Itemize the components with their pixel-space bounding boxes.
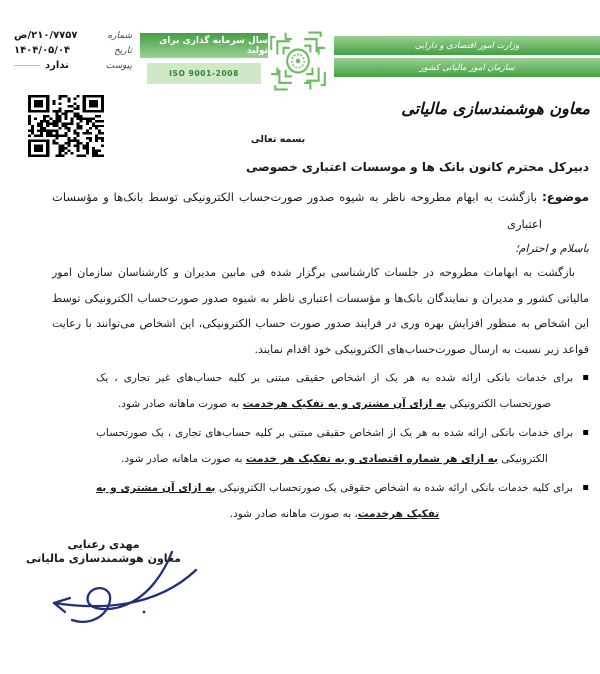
letter-date-row: [14, 45, 132, 56]
rules-list: [96, 365, 589, 527]
rule-item-2: [96, 420, 589, 472]
subject-line: [12, 184, 589, 238]
letter-number-label: شماره: [107, 31, 132, 41]
letter-number-row: [14, 30, 132, 41]
rule-2-post: به صورت ماهانه صادر شود.: [121, 453, 246, 465]
subject-text: بازگشت به ابهام مطروحه ناظر به شیوه صدور صورت‌حساب الکترونیکی توسط بانک‌ها و مؤسسات اعتباری: [52, 190, 542, 231]
letter-attachment-row: [14, 60, 132, 71]
iso-banner: ISO 9001-2008: [147, 63, 261, 84]
rule-1-post: به صورت ماهانه صادر شود.: [117, 398, 243, 410]
organization-banner: سازمان امور مالیاتی کشور: [334, 58, 600, 77]
letter-body: [12, 160, 589, 530]
qr-code: [28, 95, 104, 157]
letter-number-value: ۲۱۰/۷۷۵۷/ص: [14, 30, 78, 41]
signer-title: معاون هوشمندسازی مالیاتی: [26, 552, 181, 565]
rule-3-emphasis: به ازای آن مشتری و به تفکیک هرخدمت: [96, 482, 440, 520]
besmeleh: بسمه تعالی: [250, 134, 306, 145]
rule-item-1: [96, 365, 589, 417]
department-title: معاون هوشمندسازی مالیاتی: [401, 99, 590, 118]
rule-item-3: [96, 475, 589, 527]
body-paragraph: بازگشت به ابهامات مطروحه در جلسات کارشناسی برگزار شده فی مابین مدیران و کارشناسان سازمان امور مالیاتی کشور و مدیران و نمایندگان بانک‌ها و مؤسسات اعتباری ناظر به شیوه صدور صورت‌حساب الکترونیکی توسط این اشخاص به منظور افزایش بهره وری در فرایند صدور صورت حساب الکترونیکی، این اشخاص می‌توانند با رعایت قواعد زیر نسبت به ارسال صورت‌حساب‌های الکترونیکی خود اقدام نمایند.: [52, 266, 589, 356]
subject-label: موضوع:: [541, 190, 590, 204]
rule-3-pre: برای کلیه خدمات بانکی ارائه شده به اشخاص حقوقی یک صورتحساب الکترونیکی: [215, 482, 573, 494]
letter-attachment-value: ندارد: [14, 60, 100, 71]
rule-1-pre: برای خدمات بانکی ارائه شده به هر یک از اشخاص حقیقی مبتنی بر کلیه حساب‌های غیر تجاری ، یک صورتحساب الکترونیکی: [96, 372, 573, 410]
rule-2-emphasis: به ازای هر شماره اقتصادی و به تفکیک هر خدمت: [245, 453, 498, 465]
letter-attachment-label: پیوست: [105, 61, 132, 71]
signature-block: [16, 538, 191, 566]
recipient-title: دبیرکل محترم کانون بانک ها و موسسات اعتباری خصوصی: [245, 160, 589, 174]
ministry-banner: وزارت امور اقتصادی و دارایی: [334, 36, 600, 55]
rule-2-pre: برای خدمات بانکی ارائه شده به هر یک از اشخاص حقیقی مبتنی بر کلیه حساب‌های تجاری ، یک صورتحساب الکترونیکی: [96, 427, 573, 465]
signer-name: مهدی رعنایی: [67, 538, 140, 551]
letter-meta: [14, 30, 132, 75]
letter-date-value: ۱۴۰۴/۰۵/۰۴: [14, 45, 71, 56]
rule-1-emphasis: به ازای آن مشتری و به تفکیک هرخدمت: [242, 398, 447, 410]
letter-date-label: تاریخ: [114, 46, 132, 56]
tax-organization-logo-icon: [265, 26, 331, 96]
salutation: باسلام و احترام؛: [515, 242, 589, 255]
rule-3-post: ، به صورت ماهانه صادر شود.: [229, 508, 358, 520]
slogan-banner: سال سرمایه گذاری برای تولید: [140, 33, 268, 58]
